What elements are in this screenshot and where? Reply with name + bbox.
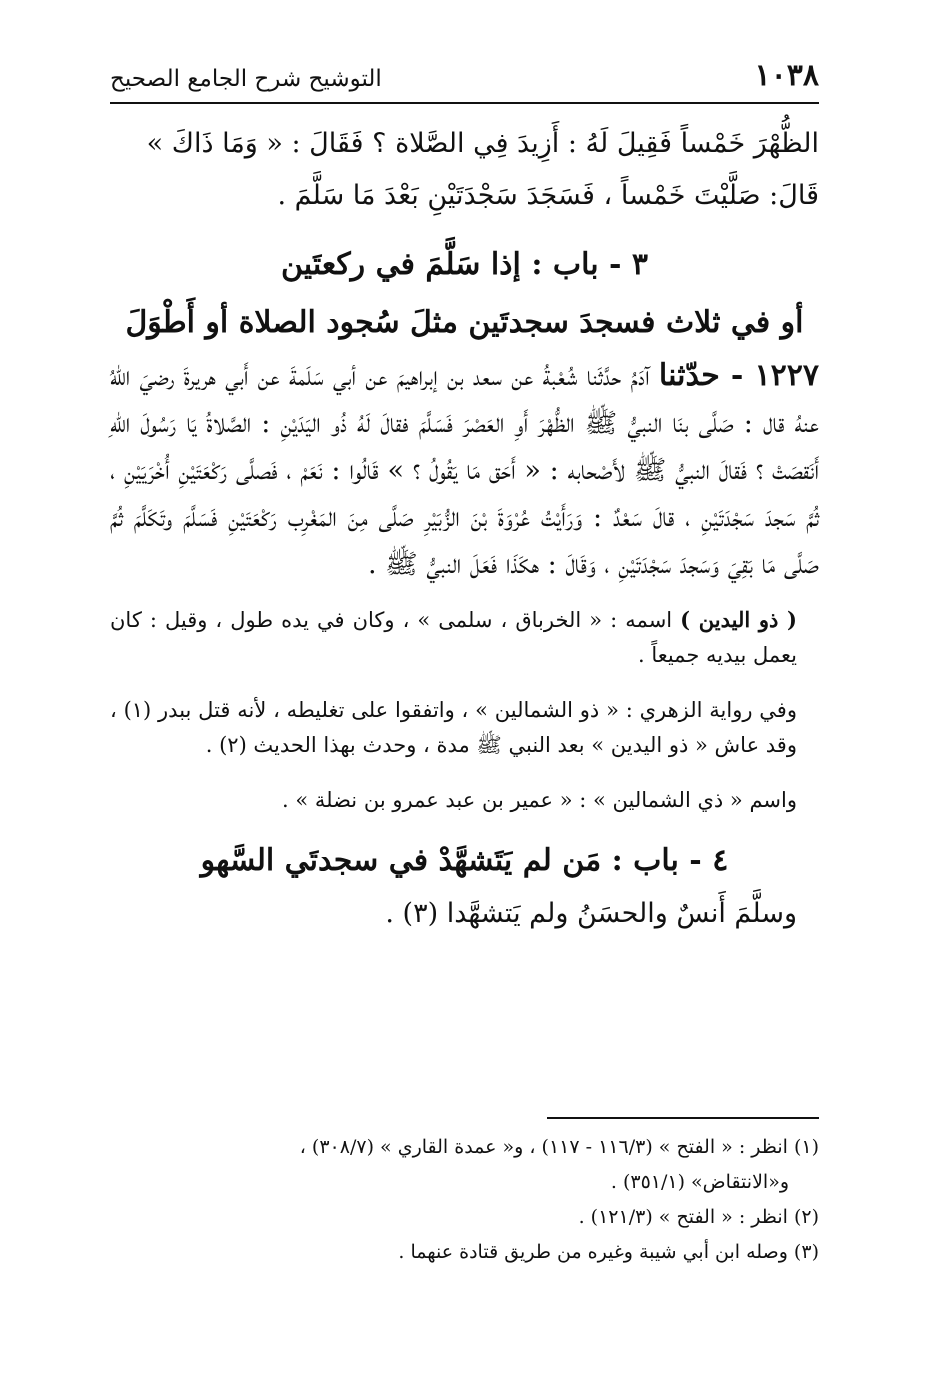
running-title: التوشيح شرح الجامع الصحيح xyxy=(110,66,382,92)
footnote-1-continuation: و«الانتقاض» (٣٥١/١) . xyxy=(610,1171,789,1193)
chapter-4-title: ٤ - باب : مَن لم يَتَشهَّدْ في سجدتَي السَّهو xyxy=(200,843,729,878)
chapter-3-title: ٣ - باب : إذا سَلَّمَ في ركعتَين xyxy=(280,247,649,282)
hadith-text: آدَمُ حدَّثَنا شُعْبةُ عن سعد بن إبراهيمَ عن أبي سَلَمةَ عن أَبي هريرةَ رضيَ اللهُ عنهُ قال : صَلَّى بنَا النبيُّ ﷺ الظُّهْرَ أَوِ العَصْرَ فَسَلَّمَ فقالَ لَهُ ذُو اليَدَيْنِ : الصَّلاةُ يَا رَسُولَ اللهِ أَنَقصَتْ ؟ فَقالَ النبيُّ ﷺ لأَصْحابه : « أَحَق مَا يَقُولُ ؟ » قَالُوا : نَعَمْ ، فَصلَّى رَكْعَتَيْنِ أُخْرَيَيْنِ ، ثُمَّ سَجدَ سَجْدَتَيْنِ ، قالَ سَعْدٌ : وَرَأَيْتُ عُرْوَةَ بْنَ الزُّبَيْرِ صَلَّى مِنَ المَغْرِب رَكْعَتَيْنِ فَسَلَّمَ وتَكَلَّمَ ثُمَّ صَلَّى مَا بَقِيَ وَسَجدَ سَجْدَتَيْنِ ، وَقَالَ : هكَذَا فَعَلَ النبيُّ ﷺ . xyxy=(110,361,819,580)
spacer xyxy=(110,588,819,602)
hadith-1227 xyxy=(110,352,819,588)
spacer xyxy=(110,818,819,832)
footnote-3: (٣) وصله ابن أبي شيبة وغيره من طريق قتادة عنهما . xyxy=(398,1241,819,1263)
spacer xyxy=(110,763,819,783)
page-number: ١٠٣٨ xyxy=(754,58,819,93)
page-header xyxy=(110,58,819,102)
commentary-text: اسمه : « الخرباق ، سلمى » ، وكان في يده طول ، وقيل : كان يعمل بيديه جميعاً . xyxy=(110,608,797,667)
header-rule xyxy=(110,102,819,104)
spacer xyxy=(110,222,819,236)
hadith-continuation-line-2: قَالَ: صَلَّيْتَ خَمْساً ، فَسَجَدَ سَجْدَتَيْنِ بَعْدَ مَا سَلَّمَ . xyxy=(277,180,819,211)
hadith-continuation-line-1: الظُّهْرَ خَمْساً فَقِيلَ لَهُ : أَزِيدَ فِي الصَّلاة ؟ فَقَالَ : « وَمَا ذَاكَ » xyxy=(146,128,819,159)
footnotes xyxy=(110,1130,819,1270)
footnote-2: (٢) انظر : « الفتح » (١٢١/٣) . xyxy=(578,1206,819,1228)
hadith-number: ١٢٢٧ - حدّثنا xyxy=(658,358,819,393)
commentary-paragraph-1 xyxy=(110,602,819,673)
commentary-term: ( ذو اليدين ) xyxy=(680,607,797,632)
spacer xyxy=(110,673,819,693)
chapter-3-subtitle: أو في ثلاث فسجدَ سجدتَين مثلَ سُجود الصلاة أو أَطْوَلَ xyxy=(125,305,804,340)
footnote-rule xyxy=(547,1117,819,1119)
chapter-4-text: وسلَّمَ أَنسٌ والحسَنُ ولم يَتشهَّدا (٣) . xyxy=(385,898,797,929)
page-body xyxy=(110,118,819,937)
footnote-1: (١) انظر : « الفتح » (١١٦/٣ - ١١٧) ، و« عمدة القاري » (٣٠٨/٧) ، xyxy=(299,1136,819,1158)
commentary-paragraph-2: وفي رواية الزهري : « ذو الشمالين » ، واتفقوا على تغليطه ، لأنه قتل ببدر (١) ، وقد عاش « ذو اليدين » بعد النبي ﷺ مدة ، وحدث بهذا الحديث (٢) . xyxy=(110,698,797,757)
commentary-paragraph-3: واسم « ذي الشمالين » : « عمير بن عبد عمرو بن نضلة » . xyxy=(282,788,797,812)
